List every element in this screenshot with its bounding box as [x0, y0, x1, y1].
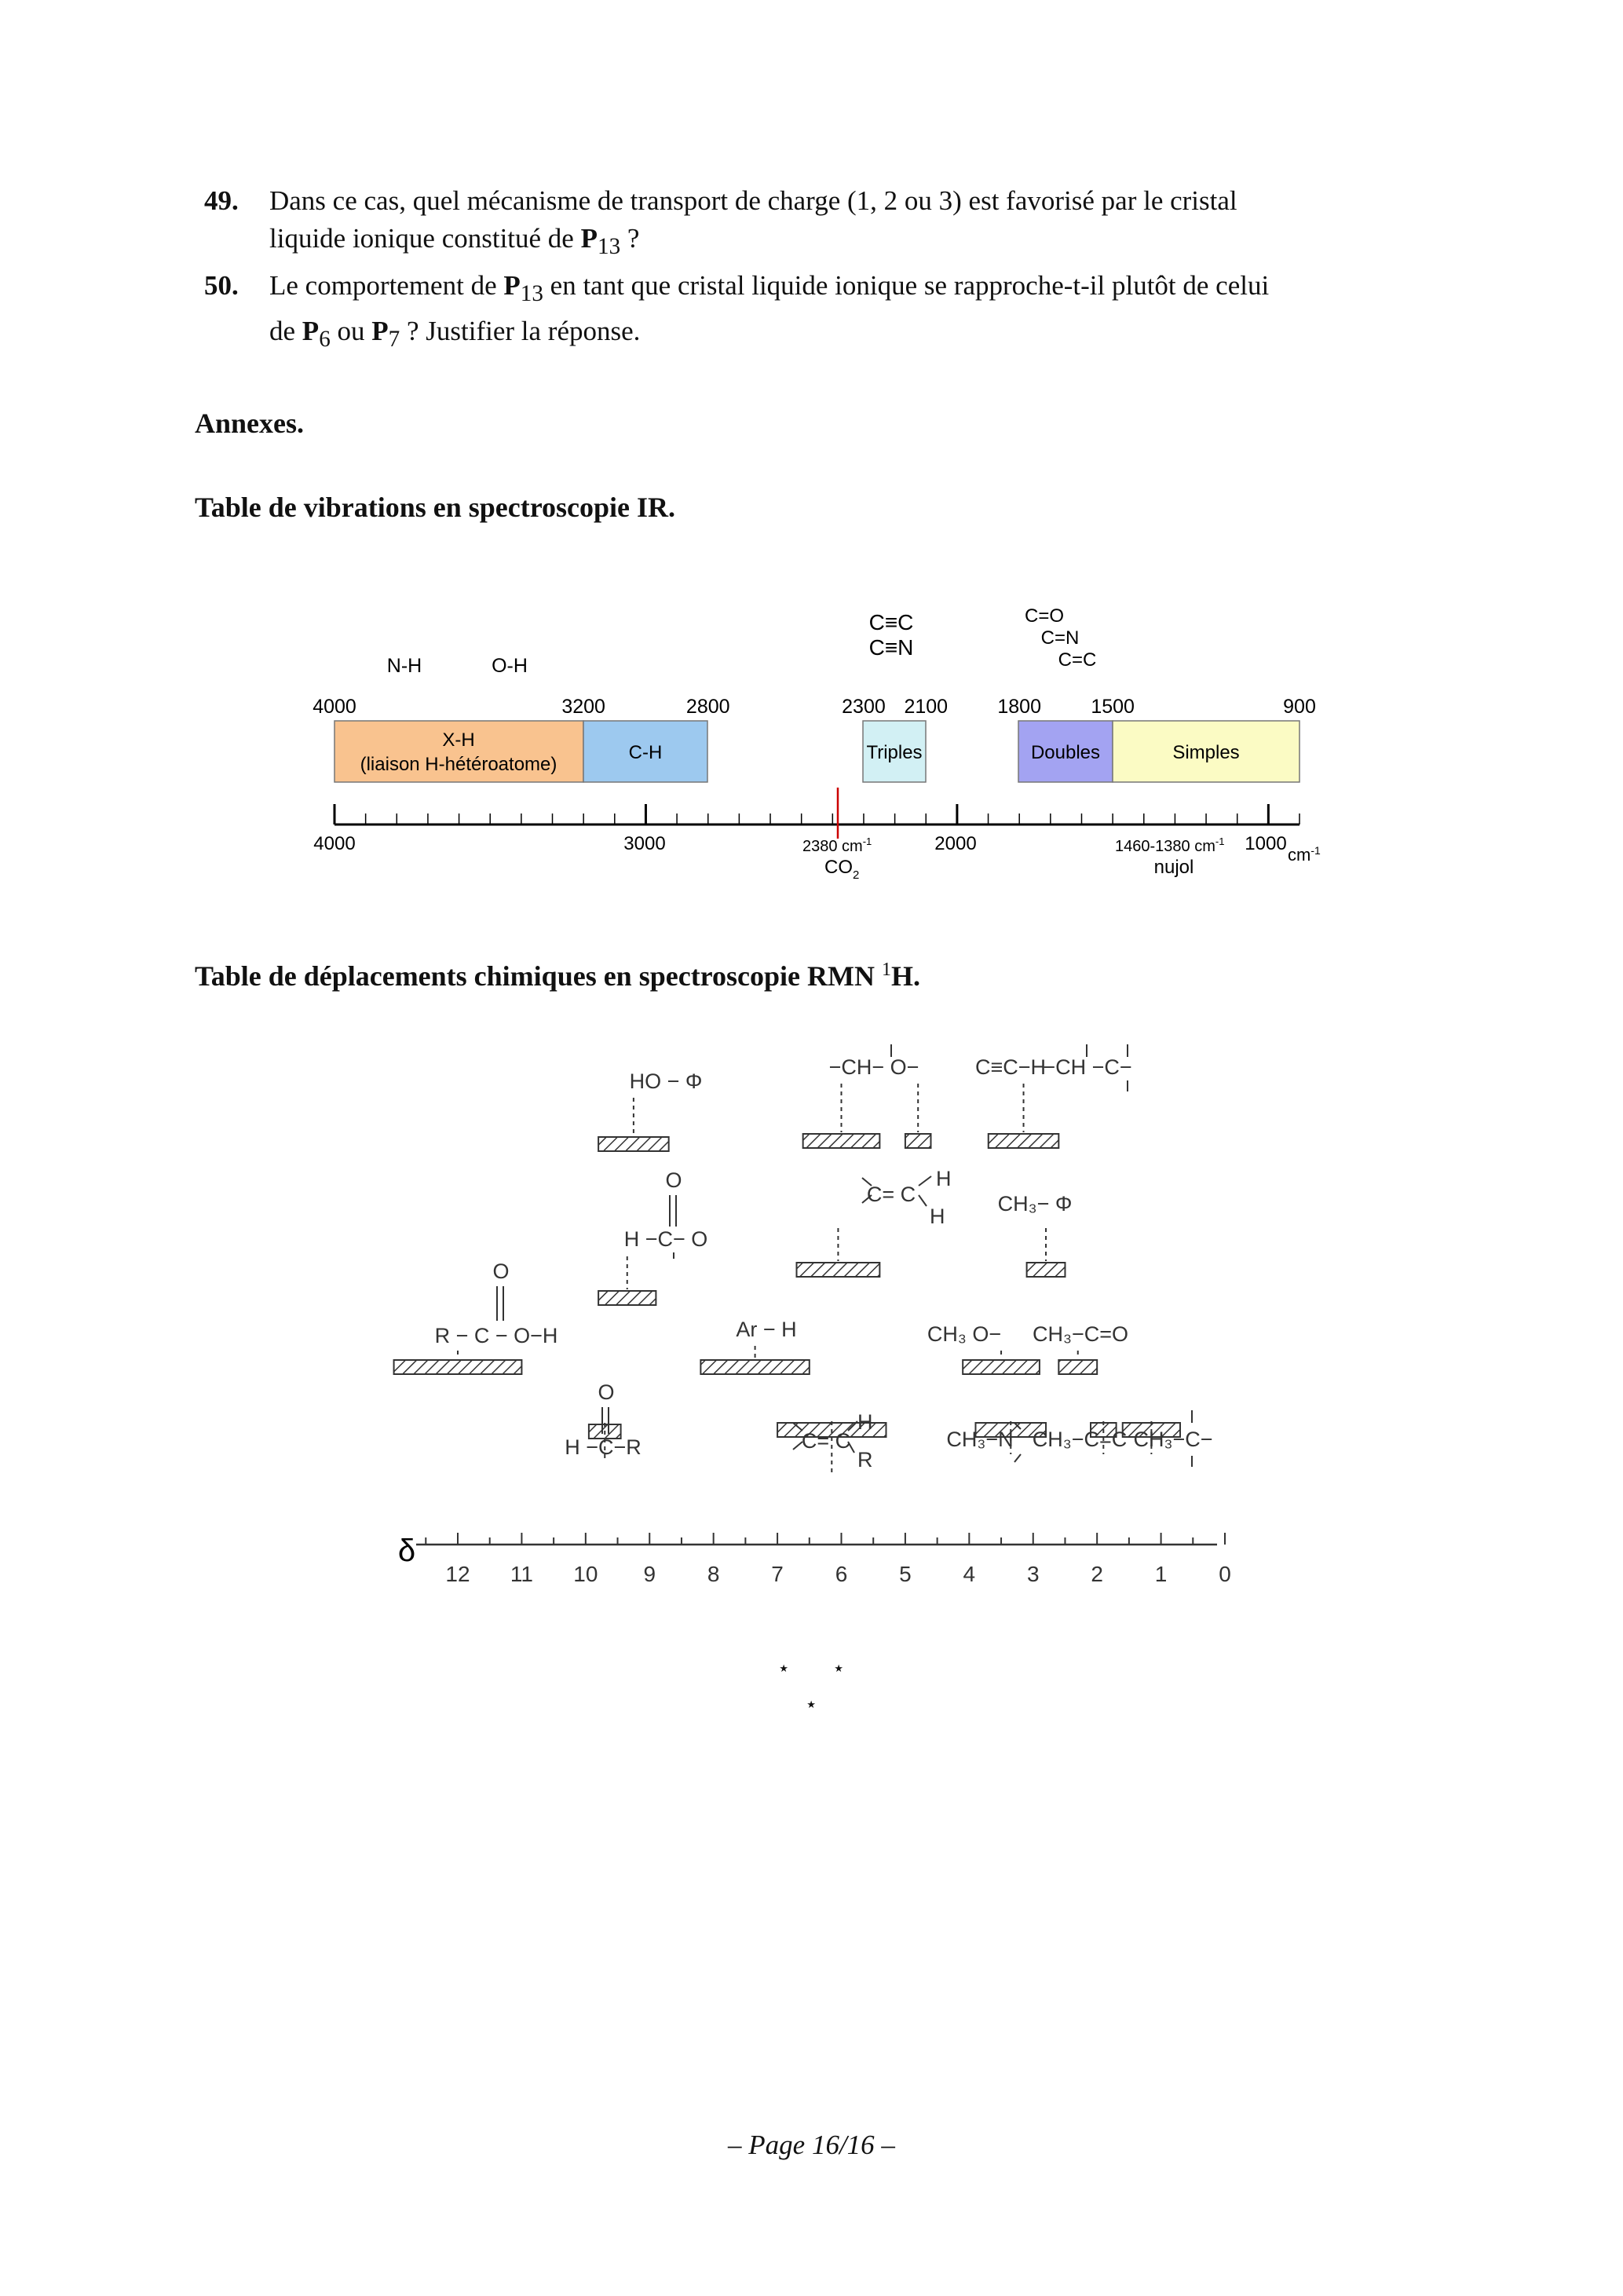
nmr-axis-label: 4	[963, 1562, 976, 1586]
acid-oxygen: O	[492, 1260, 510, 1283]
nmr-axis-label: 10	[573, 1562, 598, 1586]
text: Table de déplacements chimiques en spectroscopie RMN	[195, 960, 882, 992]
band-boundary-label: 2800	[685, 696, 730, 718]
vinyl-r-r-label: R	[857, 1448, 873, 1472]
text: en tant que cristal liquide ionique se rapproche-t-il plutôt de celui	[543, 270, 1270, 301]
band-boundary-label: 1800	[997, 696, 1042, 718]
nmr-axis-label: 2	[1091, 1562, 1103, 1586]
triples-band-label: Triples	[866, 742, 923, 763]
compound-symbol: P	[371, 316, 389, 346]
text: H.	[890, 960, 920, 992]
question-number: 50.	[204, 270, 239, 301]
annexes-heading: Annexes.	[195, 408, 305, 439]
text: liquide ionique constitué de	[269, 223, 581, 254]
triple-cc-label: C≡C	[868, 610, 914, 634]
shift-range-bar	[1058, 1360, 1097, 1374]
isotope-mass: 1	[881, 960, 891, 980]
text: ? Justifier la réponse.	[400, 316, 641, 346]
aldehyde-label: H −C−R	[565, 1435, 642, 1459]
ir-axis-ticks	[334, 804, 1299, 824]
compound-index: 13	[520, 281, 543, 306]
nmr-axis-labels	[445, 1562, 1230, 1586]
band-boundary-label: 2300	[842, 696, 886, 718]
nmr-axis-label: 11	[510, 1562, 533, 1586]
shift-range-bar	[803, 1134, 880, 1148]
arh-label: Ar − H	[736, 1318, 797, 1341]
ch3-n-label: CH₃−N	[946, 1428, 1014, 1451]
aldehyde-oxygen: O	[598, 1380, 615, 1404]
vinyl-h-label: H	[930, 1205, 945, 1228]
nujol-value: 1460-1380 $cm^{-1}$	[1115, 835, 1225, 855]
bond-line	[919, 1176, 931, 1186]
xh-band-label: X-H	[442, 729, 475, 751]
alkyne-label: C≡C−H	[974, 1055, 1047, 1079]
shift-ranges	[394, 1084, 1180, 1473]
band-boundary-label: 4000	[313, 696, 356, 718]
bond-line	[919, 1195, 927, 1206]
page-footer: – Page 16/16 –	[728, 2130, 895, 2160]
question-number: 49.	[204, 185, 239, 216]
question-49	[204, 182, 1445, 265]
shift-range-bar	[598, 1137, 669, 1151]
ch3-o-label: CH₃ O−	[927, 1322, 1002, 1346]
nmr-axis-label: 5	[899, 1562, 912, 1586]
shift-range-bar	[905, 1134, 931, 1148]
compound-index: 7	[388, 327, 400, 352]
bond-line	[1014, 1454, 1021, 1462]
nmr-axis-label: 9	[643, 1562, 656, 1586]
end-star: ⋆	[805, 1693, 818, 1716]
nmr-axis-label: 7	[771, 1562, 784, 1586]
co2-value: 2380 $cm^{-1}$	[802, 835, 872, 855]
nmr-table-heading	[195, 960, 920, 993]
vinyl-r-h-label: H	[857, 1410, 873, 1434]
shift-range-bar	[797, 1263, 880, 1277]
doubles-band-label: Doubles	[1030, 742, 1101, 763]
ir-axis-label: 2000	[934, 833, 977, 854]
compound-symbol: P	[503, 270, 521, 301]
shift-range-bar	[700, 1360, 809, 1374]
triple-cn-label: C≡N	[868, 635, 914, 660]
nmr-axis-label: 1	[1154, 1562, 1168, 1586]
ch3-cc-label: CH₃−C=C	[1032, 1428, 1128, 1451]
nmr-axis-label: 12	[445, 1562, 470, 1586]
co2-label: $CO_2$	[824, 857, 860, 882]
acid-label: R − C − O−H	[434, 1324, 558, 1347]
nmr-axis-label: 3	[1026, 1562, 1040, 1586]
compound-symbol: P	[302, 316, 320, 346]
nmr-axis-label: 6	[835, 1562, 848, 1586]
end-star: ⋆	[832, 1657, 846, 1680]
band-boundary-labels	[313, 696, 1316, 718]
end-star: ⋆	[777, 1657, 791, 1680]
nmr-shift-table	[0, 1021, 1623, 1602]
question-line	[269, 220, 1445, 265]
question-line	[269, 267, 1445, 313]
delta-symbol: δ	[397, 1534, 416, 1568]
compound-symbol: P	[580, 223, 598, 254]
shift-range-bar	[1027, 1263, 1066, 1277]
ch-band-label: C-H	[628, 742, 663, 763]
double-co-label: C=O	[1024, 605, 1065, 627]
nmr-axis-label: 0	[1219, 1562, 1231, 1586]
vinyl-label: C= C	[866, 1183, 916, 1206]
ho-phi-label: HO − Φ	[629, 1069, 703, 1093]
ch-o-label: −CH− O−	[828, 1055, 919, 1079]
ch-c-label: −CH −C−	[1043, 1055, 1132, 1079]
double-cn-label: C=N	[1040, 627, 1080, 649]
ch3-co-label: CH₃−C=O	[1032, 1322, 1129, 1346]
vinyl-h-label: H	[936, 1167, 952, 1190]
text: de	[269, 316, 302, 346]
formate-oxygen: O	[665, 1168, 682, 1192]
ir-table-heading: Table de vibrations en spectroscopie IR.	[195, 492, 676, 523]
question-line	[269, 313, 1445, 358]
band-boundary-label: 1500	[1091, 696, 1135, 718]
nmr-axis-ticks	[426, 1533, 1225, 1545]
question-line: Dans ce cas, quel mécanisme de transport de charge (1, 2 ou 3) est favorisé par le cristal	[269, 185, 1237, 216]
ir-axis-label: 1000	[1245, 833, 1287, 854]
shift-range-bar	[394, 1360, 522, 1374]
text: ?	[620, 223, 640, 254]
simples-band-label: Simples	[1172, 742, 1240, 763]
shift-range-bar	[598, 1291, 656, 1305]
compound-index: 13	[597, 234, 621, 259]
text: Le comportement de	[269, 270, 504, 301]
ir-axis-label: 4000	[313, 833, 356, 854]
question-50	[204, 267, 1445, 358]
ir-axis-label: 3000	[623, 833, 666, 854]
ch3-c-label: CH₃−C−	[1133, 1428, 1213, 1451]
ir-axis-unit: $cm^{-1}$	[1288, 844, 1321, 865]
ch3-phi-label: CH₃− Φ	[997, 1192, 1073, 1216]
compound-index: 6	[319, 327, 331, 352]
band-boundary-label: 3200	[561, 696, 605, 718]
oh-label: O-H	[492, 655, 528, 677]
shift-range-bar	[989, 1134, 1059, 1148]
nh-label: N-H	[386, 655, 422, 677]
vinyl-r-label: C= C	[801, 1429, 851, 1453]
shift-range-bar	[963, 1360, 1040, 1374]
ir-vibration-table	[0, 597, 1623, 895]
formate-label: H −C− O	[623, 1227, 708, 1251]
nmr-axis-label: 8	[707, 1562, 720, 1586]
nujol-label: nujol	[1153, 857, 1194, 878]
text: ou	[330, 316, 372, 346]
xh-band-sublabel: (liaison H-hétéroatome)	[360, 754, 557, 775]
band-boundary-label: 900	[1283, 696, 1316, 718]
band-boundary-label: 2100	[904, 696, 949, 718]
double-cc-label: C=C	[1058, 649, 1097, 671]
